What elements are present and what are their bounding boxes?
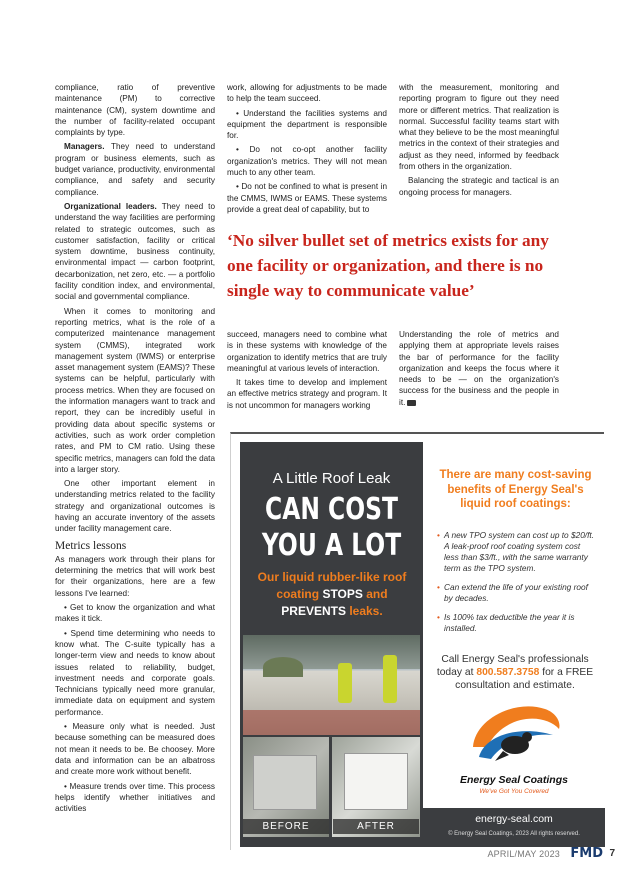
- page-folio: [475, 846, 615, 862]
- issue-date: APRIL/MAY 2023: [487, 849, 560, 859]
- paragraph-text: They need to understand program or business elements, such as budget variance, productivity, environmental compliance, and safety and security compliance.: [55, 142, 215, 197]
- ad-footer-bar: [423, 808, 605, 847]
- ad-big-text-line-2: YOU A LOT: [261, 528, 402, 563]
- ad-sub-emphasis: PREVENTS: [281, 604, 346, 618]
- ad-website-link[interactable]: energy-seal.com: [475, 813, 553, 825]
- ad-sub-emphasis: STOPS: [322, 587, 363, 601]
- ad-subheadline: [248, 569, 416, 620]
- bullet-item: • Get to know the organization and what makes it tick.: [55, 603, 215, 624]
- worker-figure: [338, 663, 352, 703]
- article-column-3: [399, 82, 559, 201]
- ad-copyright: © Energy Seal Coatings, 2023 All rights reserved.: [448, 831, 580, 837]
- ad-benefits-list: [437, 530, 597, 642]
- bullet-item: • Spend time determining who needs to know what. The C-suite typically has a longer-term view and needs to know about issues related to reliability, budget, investment needs and corporate goals. Technicians typically need more granular, immediate data on equipment and system performance.: [55, 628, 215, 717]
- article-column-3-continued: [399, 329, 559, 411]
- ad-brand-name: Energy Seal Coatings: [460, 774, 568, 786]
- paragraph: with the measurement, monitoring and reporting program to figure out they need more or different metrics. That realization is normal. Successful facility teams start with what they believe to be the most meaningful metrics in the context of their strategies and adjust as they need, informed by feedback from others in the organization.: [399, 83, 559, 172]
- ad-phone-number[interactable]: 800.587.3758: [476, 667, 540, 678]
- paragraph-text: Understanding the role of metrics and applying them at appropriate levels raises the bar of performance for the facility organization and keeps the focus where it needs to be — on the organization's success for the business and the people in it.: [399, 330, 559, 407]
- paragraph: compliance, ratio of preventive maintenance (PM) to corrective maintenance (CM), system downtime and the number of facility-related occupant complaints by type.: [55, 83, 215, 138]
- paragraph: [399, 329, 559, 408]
- ad-benefits-heading: There are many cost-saving benefits of Energy Seal's liquid roof coatings:: [439, 469, 592, 510]
- ad-benefit-item: • Can extend the life of your existing roof by decades.: [437, 582, 597, 604]
- paragraph-text: They need to understand the way facilities are performing related to strategic outcomes, such as customer satisfaction, facility or critical system downtime, business continuity, environmental impact — carbon footprint, decarbonization, net zero, etc. — a portfolio facility condition index, and environmental, social and governmental compliance.: [55, 201, 216, 302]
- paragraph: Balancing the strategic and tactical is an ongoing process for managers.: [399, 176, 559, 197]
- page-number: 7: [609, 848, 615, 859]
- bullet-item: • Measure trends over time. This process helps identify whether initiatives and activities: [55, 781, 215, 814]
- paragraph: [55, 141, 215, 197]
- after-label: AFTER: [333, 819, 419, 834]
- paragraph: When it comes to monitoring and reporting metrics, what is the role of a computerized maintenance management system (CMMS), integrated work management system (IWMS) or enterprise asset management system (EAMS)? These systems can be helpful, particularly with process metrics. When they are focused on the information managers want to track and report, they can be incredibly useful in providing data about specific systems or activities, such as work order completion rates, and PM to CM ratio. Using these specific metrics, managers can fold the data into a larger story.: [55, 306, 215, 474]
- ad-big-text-line-1: CAN COST: [265, 492, 398, 527]
- bullet-item: • Understand the facilities systems and equipment the department is responsible for.: [227, 108, 387, 141]
- ad-left-panel: [240, 442, 423, 847]
- bullet-item: • Do not be confined to what is present in the CMMS, IWMS or EAMS. These systems provide a great deal of capability, but to: [227, 182, 387, 214]
- paragraph: One other important element in understanding metrics related to the facility strategy and organizational outcomes is having an accurate inventory of the assets under facility management care.: [55, 479, 215, 534]
- bullet-item: • Measure only what is needed. Just because something can be measured does not mean it needs to be. Be choosey. More data and information can be an albatross and create more work without benefit.: [55, 722, 215, 777]
- paragraph: succeed, managers need to combine what is in these systems with knowledge of the organization to identify metrics that are truly meaningful at various levels of interaction.: [227, 330, 387, 373]
- ad-call-text: for a FREE consultation and estimate.: [455, 667, 594, 691]
- paragraph: As managers work through their plans for determining the metrics that will work best for their organizations, here are a few lessons I've learned:: [55, 554, 215, 598]
- ad-call-text: Call Energy Seal's professionals today at: [436, 654, 589, 678]
- worker-figure: [383, 655, 397, 703]
- before-aerial-photo: [243, 737, 329, 837]
- section-heading: Metrics lessons: [55, 539, 127, 552]
- article-column-1: [55, 82, 215, 817]
- magazine-logo: FMD: [570, 846, 603, 861]
- roof-shape: [253, 755, 317, 810]
- ad-tagline: We've Got You Covered: [479, 788, 549, 795]
- energy-seal-advertisement[interactable]: [240, 442, 605, 847]
- workers-on-roof-photo: [243, 635, 420, 735]
- ad-benefit-item: • A new TPO system can cost up to $20/ft. A leak-proof roof coating system cost less than $3/ft., with the same warranty term as the TPO system.: [437, 530, 597, 574]
- ad-right-panel: [423, 442, 605, 847]
- energy-seal-logo-icon: [465, 699, 565, 769]
- paragraph: work, allowing for adjustments to be made to help the team succeed.: [227, 83, 387, 104]
- lead-in: Managers.: [64, 142, 105, 152]
- after-aerial-photo: [332, 737, 420, 837]
- ad-sub-text: leaks.: [345, 604, 383, 618]
- pull-quote: ‘No silver bullet set of metrics exists for any one facility or organization, and there is no single way to communicate value’: [227, 231, 549, 300]
- ad-headline: A Little Roof Leak: [272, 470, 391, 487]
- article-column-2: [227, 82, 387, 218]
- lead-in: Organizational leaders.: [64, 201, 157, 211]
- end-of-article-icon: [407, 400, 416, 406]
- ad-sub-text: and: [362, 587, 388, 601]
- paragraph: [55, 201, 215, 303]
- before-label: BEFORE: [243, 819, 329, 834]
- bullet-item: • Do not co-opt another facility organization's metrics. They will not mean much to any other team.: [227, 145, 387, 178]
- ad-benefit-item: • Is 100% tax deductible the year it is installed.: [437, 612, 597, 634]
- article-column-2-continued: [227, 329, 387, 414]
- ad-call-to-action: [429, 653, 601, 692]
- roof-shape: [344, 753, 408, 810]
- paragraph: It takes time to develop and implement an effective metrics strategy and program. It is not uncommon for managers working: [227, 378, 387, 410]
- ad-sub-text: Our liquid rubber-like roof coating: [257, 570, 407, 601]
